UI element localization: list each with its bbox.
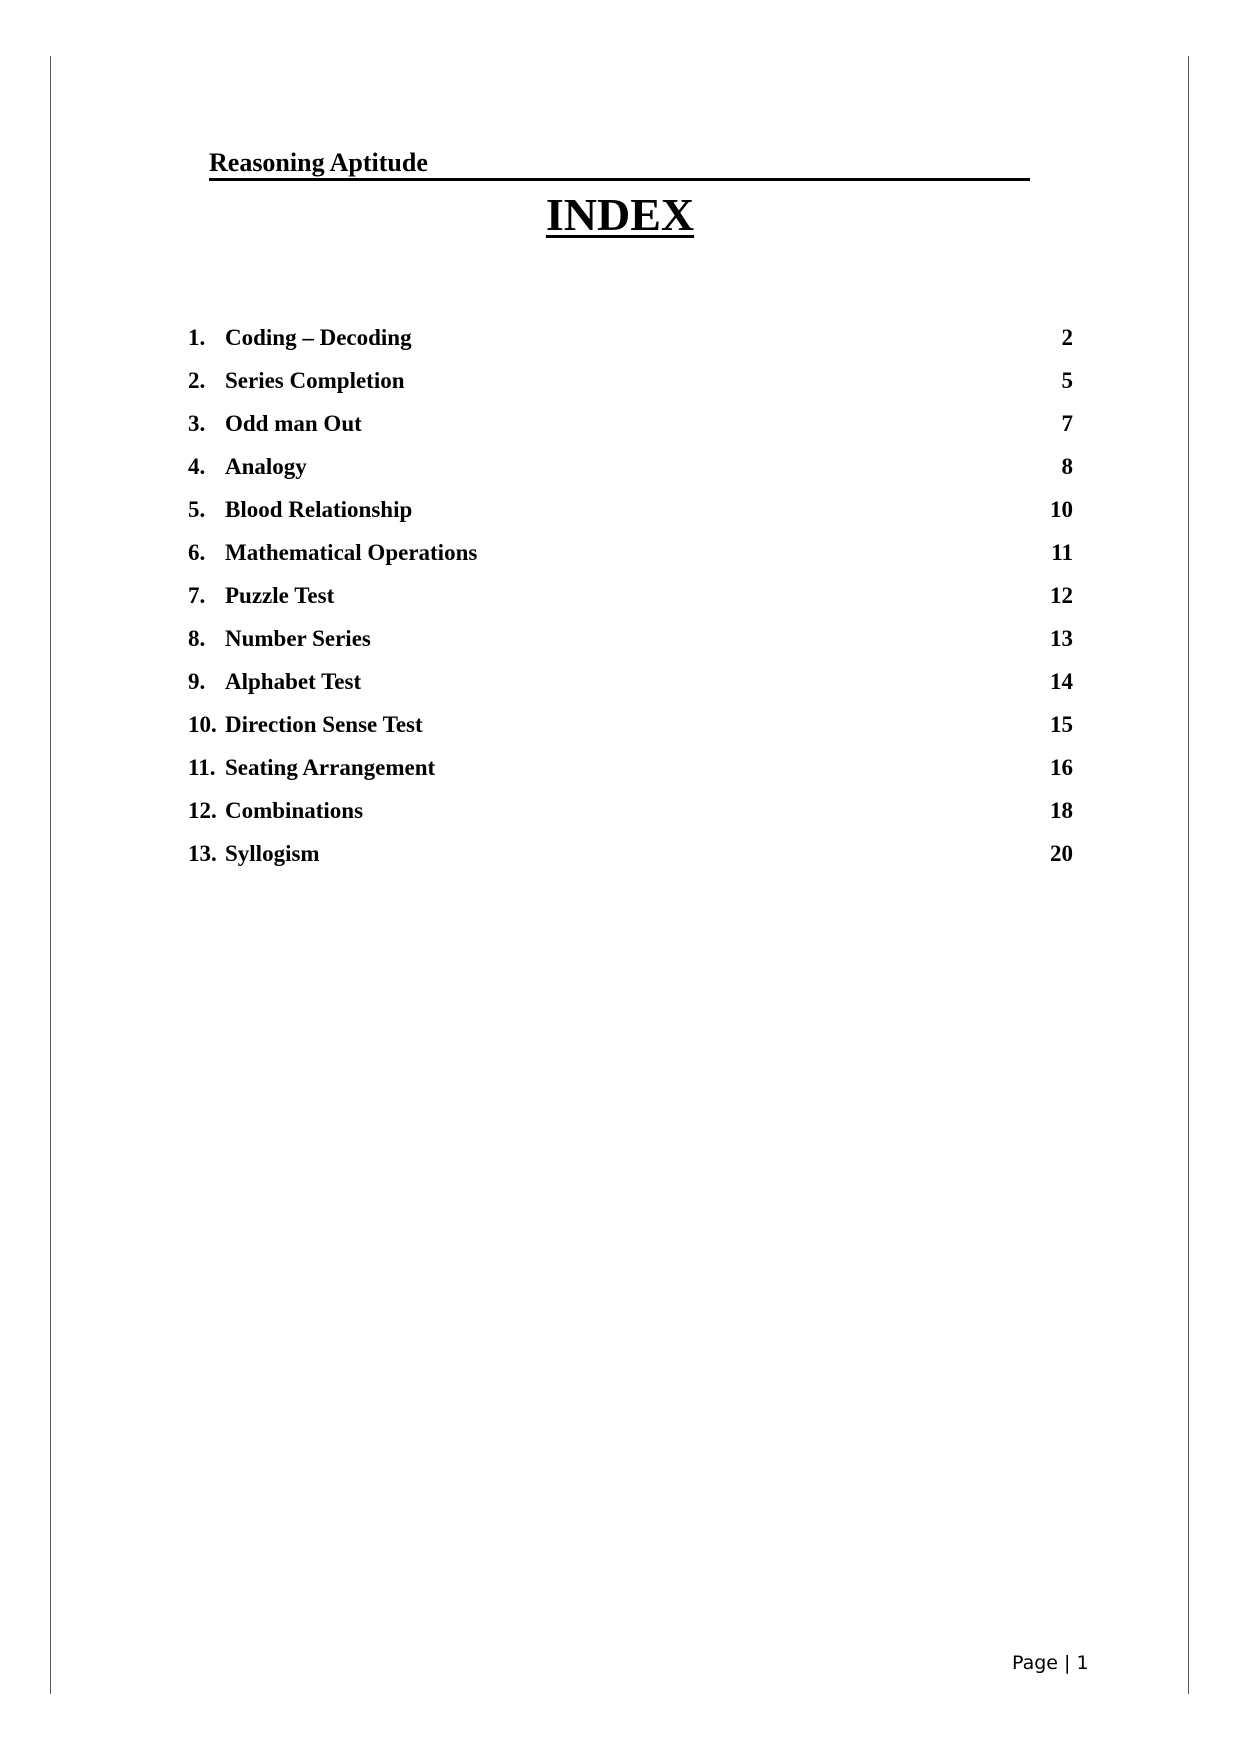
document-subject: Reasoning Aptitude bbox=[209, 148, 1030, 181]
toc-entry[interactable] bbox=[188, 402, 1073, 445]
toc-entry[interactable] bbox=[188, 574, 1073, 617]
toc-entry[interactable] bbox=[188, 746, 1073, 789]
toc-number: 13. bbox=[188, 840, 217, 866]
toc-page: 2 bbox=[1061, 324, 1073, 350]
toc-label: Odd man Out bbox=[225, 410, 362, 436]
toc-page: 12 bbox=[1050, 582, 1073, 608]
left-border bbox=[50, 56, 51, 1694]
toc-number: 12. bbox=[188, 797, 217, 823]
toc-label: Direction Sense Test bbox=[225, 711, 423, 737]
toc-number: 4. bbox=[188, 453, 206, 479]
toc-number: 11. bbox=[188, 754, 216, 780]
toc-entry[interactable] bbox=[188, 660, 1073, 703]
toc-number: 9. bbox=[188, 668, 206, 694]
toc-label: Blood Relationship bbox=[225, 496, 413, 522]
toc-number: 6. bbox=[188, 539, 206, 565]
toc-number: 10. bbox=[188, 711, 217, 737]
toc-page: 14 bbox=[1050, 668, 1073, 694]
toc-page: 15 bbox=[1050, 711, 1073, 737]
toc-number: 5. bbox=[188, 496, 206, 522]
toc-page: 8 bbox=[1061, 453, 1073, 479]
toc-label: Seating Arrangement bbox=[225, 754, 436, 780]
page-number: Page | 1 bbox=[1012, 1652, 1089, 1674]
right-border bbox=[1188, 56, 1189, 1694]
toc-page: 10 bbox=[1050, 496, 1073, 522]
toc-page: 5 bbox=[1061, 367, 1073, 393]
toc-entry[interactable] bbox=[188, 789, 1073, 832]
toc-label: Analogy bbox=[225, 453, 307, 479]
toc-page: 11 bbox=[1051, 539, 1073, 565]
toc-entry[interactable] bbox=[188, 445, 1073, 488]
toc-page: 16 bbox=[1050, 754, 1073, 780]
toc-label: Coding – Decoding bbox=[225, 324, 412, 350]
toc-label: Series Completion bbox=[225, 367, 405, 393]
toc-page: 18 bbox=[1050, 797, 1073, 823]
toc-number: 2. bbox=[188, 367, 206, 393]
toc-label: Number Series bbox=[225, 625, 371, 651]
toc-entry[interactable] bbox=[188, 703, 1073, 746]
toc-page: 20 bbox=[1050, 840, 1073, 866]
toc-label: Puzzle Test bbox=[225, 582, 335, 608]
table-of-contents bbox=[188, 316, 1073, 875]
index-title: INDEX bbox=[545, 189, 695, 240]
toc-entry[interactable] bbox=[188, 359, 1073, 402]
toc-label: Combinations bbox=[225, 797, 364, 823]
toc-number: 1. bbox=[188, 324, 206, 350]
toc-label: Mathematical Operations bbox=[225, 539, 478, 565]
toc-page: 7 bbox=[1061, 410, 1073, 436]
toc-label: Syllogism bbox=[225, 840, 320, 866]
toc-page: 13 bbox=[1050, 625, 1073, 651]
toc-number: 7. bbox=[188, 582, 206, 608]
toc-number: 8. bbox=[188, 625, 206, 651]
toc-entry[interactable] bbox=[188, 832, 1073, 875]
toc-label: Alphabet Test bbox=[225, 668, 362, 694]
toc-number: 3. bbox=[188, 410, 206, 436]
toc-entry[interactable] bbox=[188, 488, 1073, 531]
toc-entry[interactable] bbox=[188, 617, 1073, 660]
page-title bbox=[0, 188, 1240, 241]
toc-entry[interactable] bbox=[188, 531, 1073, 574]
toc-entry[interactable] bbox=[188, 316, 1073, 359]
